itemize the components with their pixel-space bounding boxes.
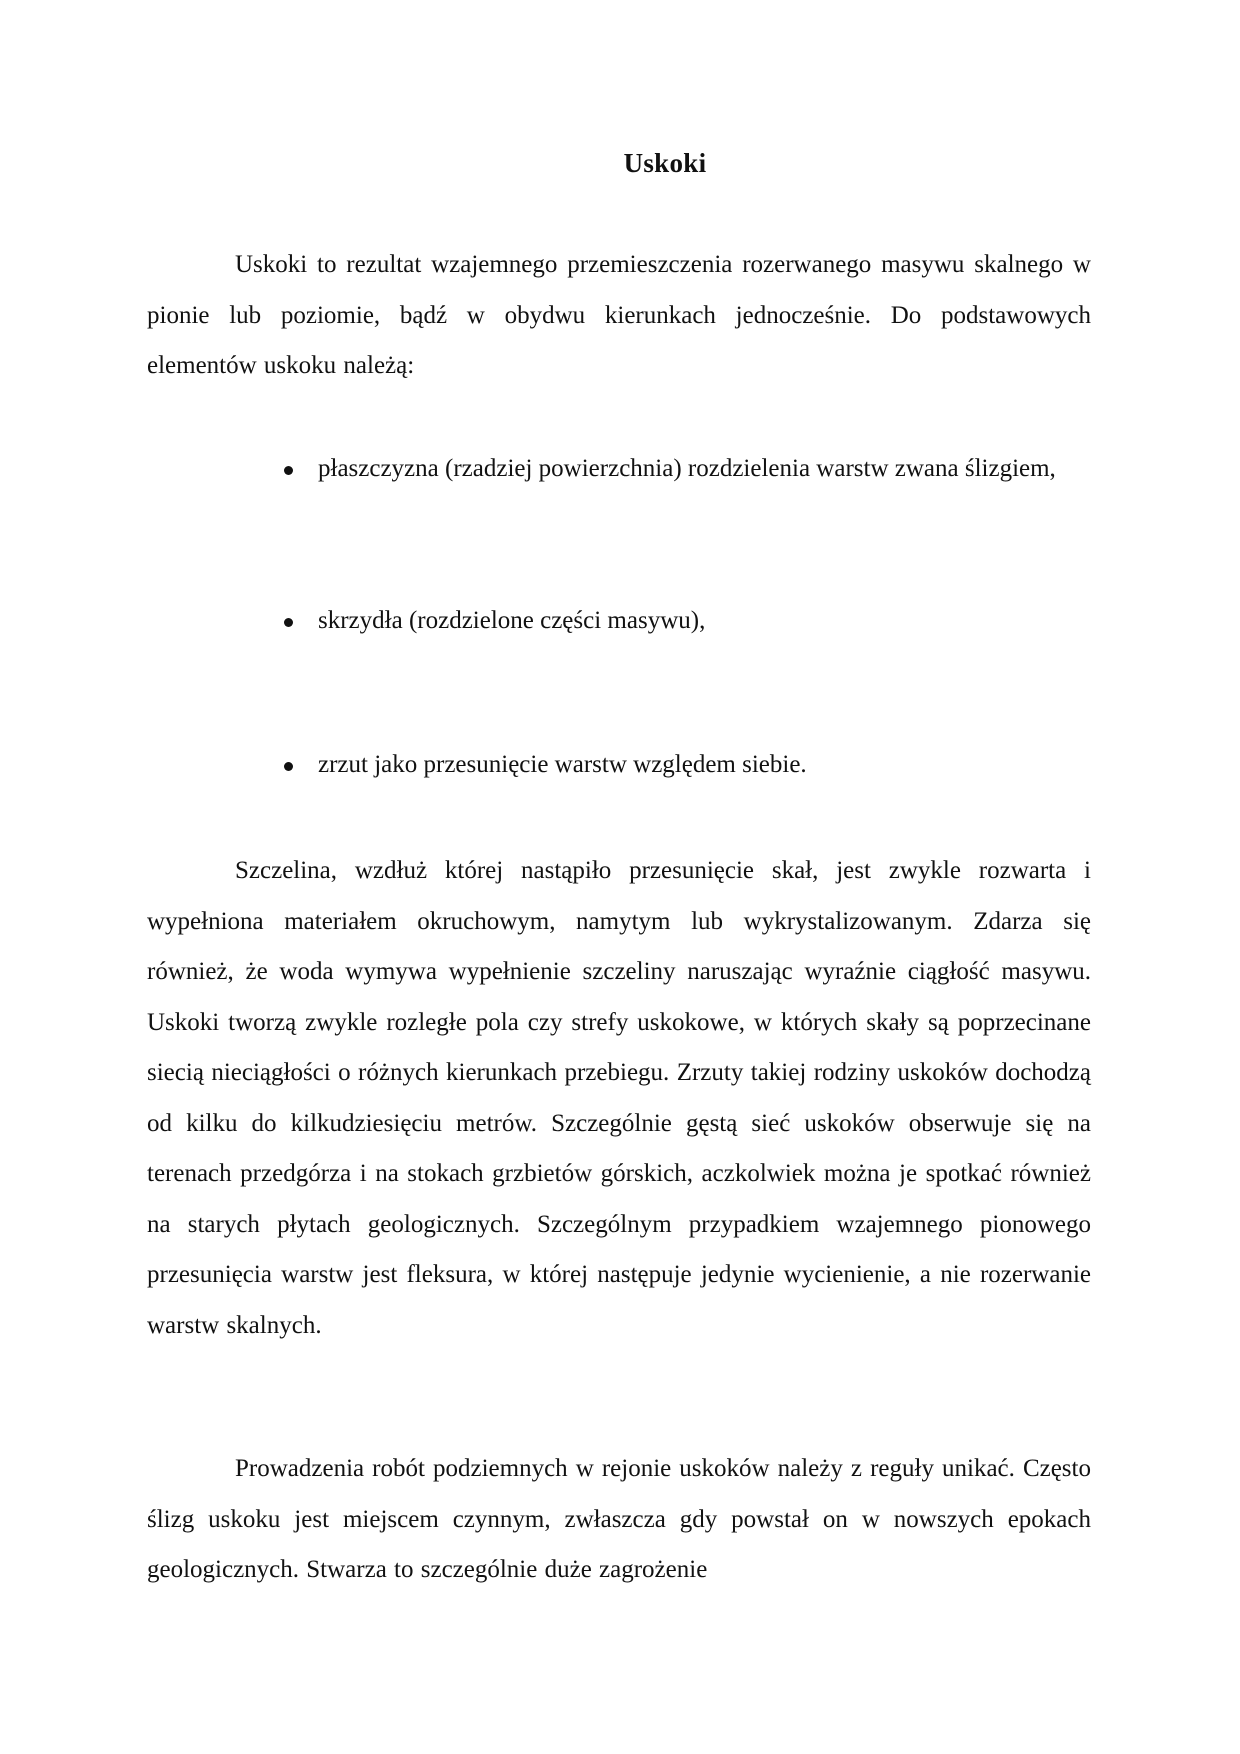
bullet-item-wings xyxy=(318,596,1091,647)
document-title: Uskoki xyxy=(623,148,707,178)
paragraph-underground-works: Prowadzenia robót podziemnych w rejonie uskoków należy z reguły unikać. Często ślizg uskoku jest miejscem czynnym, zwłaszcza gdy powstał on w nowszych epokach geologicznych. Stwarza to szczególnie duże zagrożenie xyxy=(147,1455,1091,1583)
bullet-icon xyxy=(284,466,293,475)
paragraph-fissure: Szczelina, wzdłuż której nastąpiło przesunięcie skał, jest zwykle rozwarta i wypełniona materiałem okruchowym, namytym lub wykrystalizowanym. Zdarza się również, że woda wymywa wypełnienie szczeliny naruszając wyraźnie ciągłość masywu. Uskoki tworzą zwykle rozległe pola czy strefy uskokowe, w których skały są poprzecinane siecią nieciągłości o różnych kierunkach przebiegu. Zrzuty takiej rodziny uskoków dochodzą od kilku do kilkudziesięciu metrów. Szczególnie gęstą sieć uskoków obserwuje się na terenach przedgórza i na stokach grzbietów górskich, aczkolwiek można je spotkać również na starych płytach geologicznych. Szczególnym przypadkiem wzajemnego pionowego przesunięcia warstw jest fleksura, w której następuje jedynie wycienienie, a nie rozerwanie warstw skalnych. xyxy=(147,857,1091,1339)
bullet-icon xyxy=(284,762,293,771)
paragraph-intro: Uskoki to rezultat wzajemnego przemieszczenia rozerwanego masywu skalnego w pionie lub poziomie, bądź w obydwu kierunkach jednocześnie. Do podstawowych elementów uskoku należą: xyxy=(147,251,1091,379)
bullet-item-throw xyxy=(318,740,1091,791)
bullet-text: skrzydła (rozdzielone części masywu), xyxy=(318,607,706,634)
bullet-text: zrzut jako przesunięcie warstw względem siebie. xyxy=(318,751,807,778)
bullet-icon xyxy=(284,618,293,627)
bullet-item-plane xyxy=(318,444,1091,495)
bullet-text: płaszczyzna (rzadziej powierzchnia) rozdzielenia warstw zwana ślizgiem, xyxy=(318,455,1056,482)
